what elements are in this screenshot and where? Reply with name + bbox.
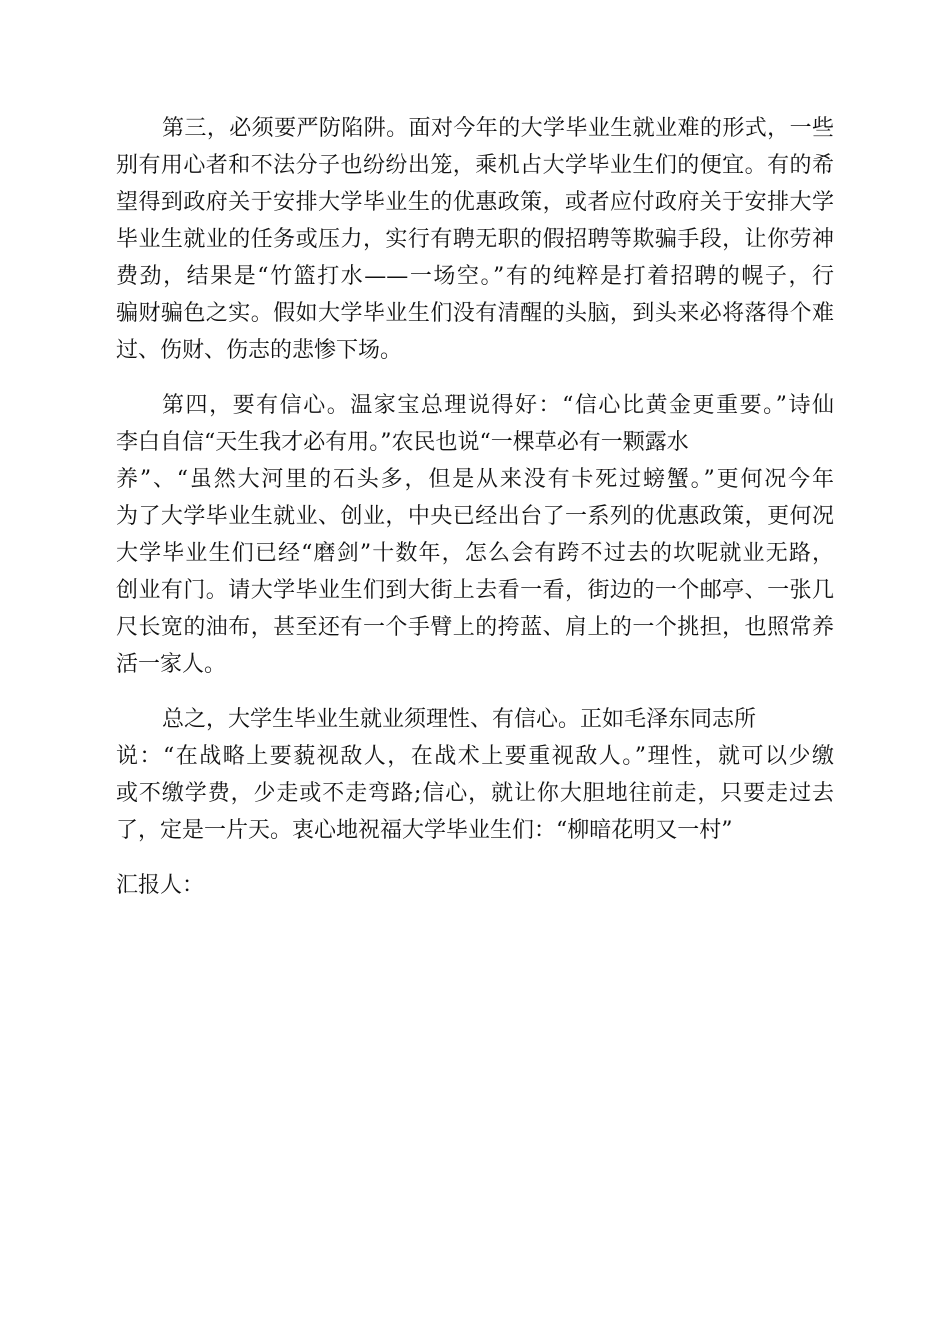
paragraph-line: 李白自信“天生我才必有用。”农民也说“一棵草必有一颗露水 <box>116 430 689 455</box>
paragraph-line: 骗财骗色之实。假如大学毕业生们没有清醒的头脑，到头来必将落得个难 <box>116 301 834 326</box>
paragraph-fourth-point <box>116 387 834 683</box>
paragraph-line: 说：“在战略上要藐视敌人，在战术上要重视敌人。”理性，就可以少缴 <box>116 744 834 769</box>
paragraph-line: 毕业生就业的任务或压力，实行有聘无职的假招聘等欺骗手段，让你劳神 <box>116 227 834 252</box>
paragraph-line: 创业有门。请大学毕业生们到大街上去看一看，街边的一个邮亭、一张几 <box>116 578 834 603</box>
paragraph-line: 别有用心者和不法分子也纷纷出笼，乘机占大学毕业生们的便宜。有的希 <box>116 153 834 178</box>
paragraph-conclusion <box>116 701 834 849</box>
paragraph-line: 总之，大学生毕业生就业须理性、有信心。正如毛泽东同志所 <box>162 707 757 732</box>
paragraph-line: 了，定是一片天。衷心地祝福大学毕业生们：“柳暗花明又一村” <box>116 818 733 843</box>
paragraph-line: 为了大学毕业生就业、创业，中央已经出台了一系列的优惠政策，更何况 <box>116 504 834 529</box>
paragraph-line: 过、伤财、伤志的悲惨下场。 <box>116 338 403 363</box>
paragraph-line: 费劲，结果是“竹篮打水——一场空。”有的纯粹是打着招聘的幌子，行 <box>116 264 834 289</box>
paragraph-line: 养”、“虽然大河里的石头多，但是从来没有卡死过螃蟹。”更何况今年 <box>116 467 834 492</box>
paragraph-third-point <box>116 110 834 369</box>
paragraph-line: 望得到政府关于安排大学毕业生的优惠政策，或者应付政府关于安排大学 <box>116 190 834 215</box>
paragraph-line: 第四，要有信心。温家宝总理说得好：“信心比黄金更重要。”诗仙 <box>162 393 834 418</box>
paragraph-line: 第三，必须要严防陷阱。面对今年的大学毕业生就业难的形式，一些 <box>162 116 834 141</box>
document-page <box>116 110 834 904</box>
paragraph-line: 活一家人。 <box>116 652 227 677</box>
paragraph-line: 尺长宽的油布，甚至还有一个手臂上的挎蓝、肩上的一个挑担，也照常养 <box>116 615 834 640</box>
paragraph-line: 或不缴学费，少走或不走弯路;信心，就让你大胆地往前走，只要走过去 <box>116 781 834 806</box>
reporter-label: 汇报人： <box>116 873 205 898</box>
paragraph-line: 大学毕业生们已经“磨剑”十数年，怎么会有跨不过去的坎呢就业无路， <box>116 541 834 566</box>
